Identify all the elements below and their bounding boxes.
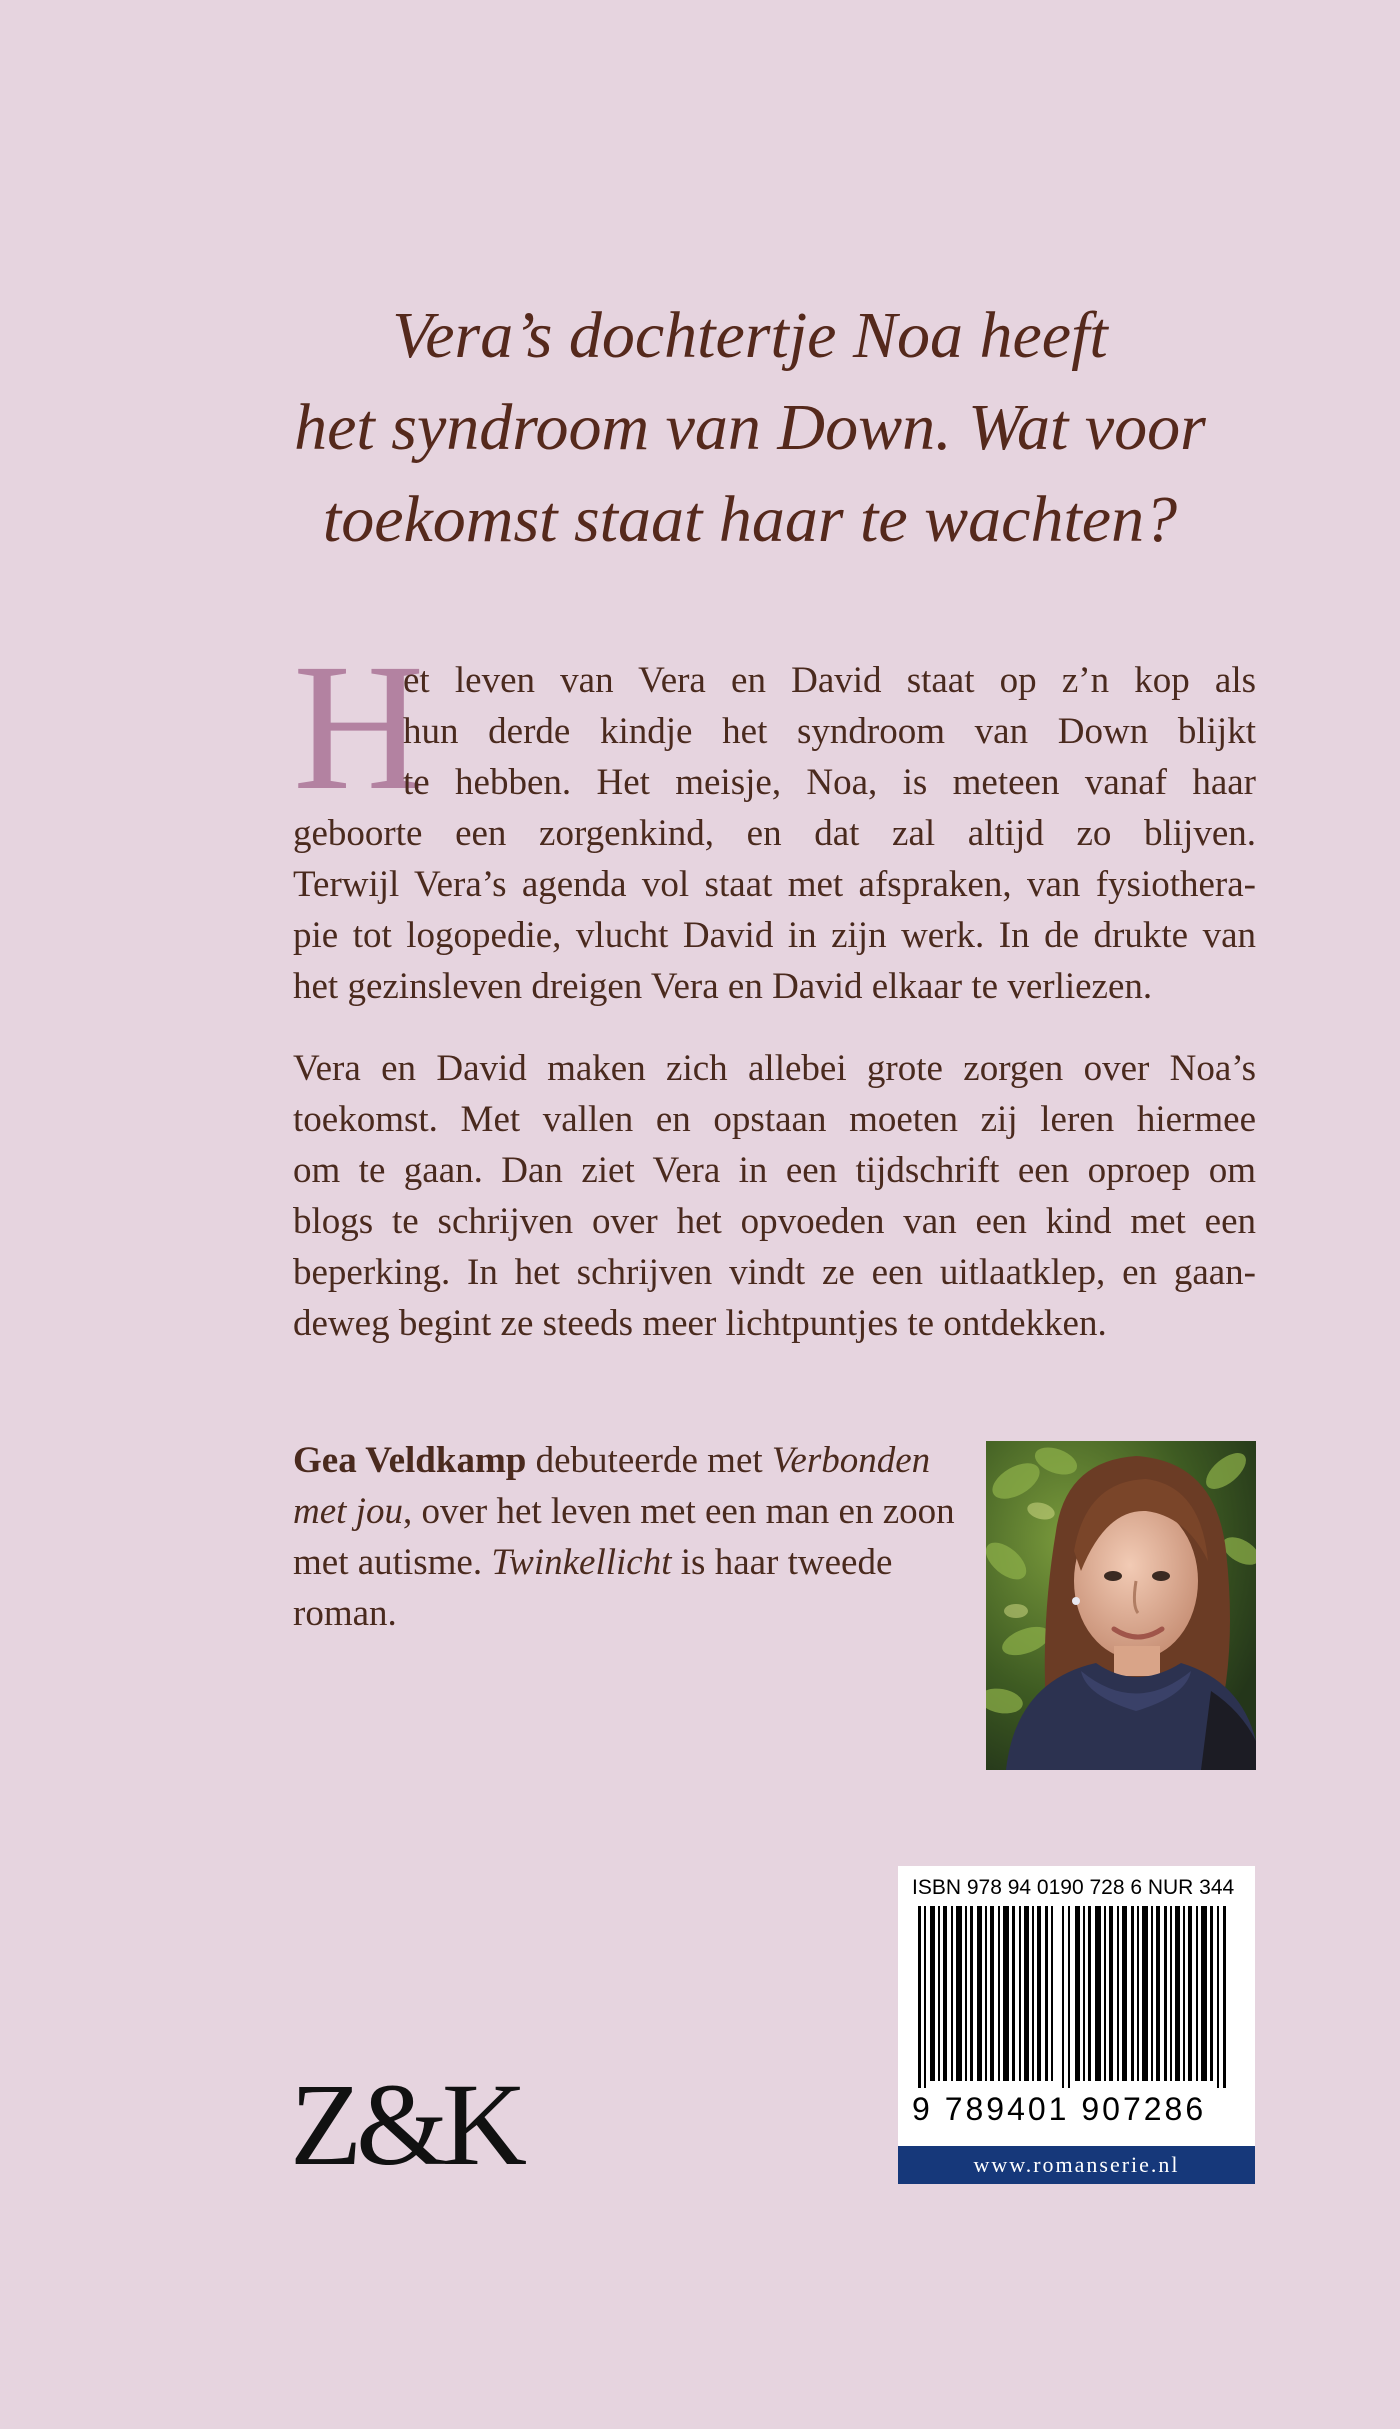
text-line: pie tot logopedie, vlucht David in zijn werk. In de drukte van xyxy=(293,915,1256,956)
isbn-label: ISBN 978 94 0190 728 6 NUR 344 xyxy=(912,1876,1235,1899)
headline-line: toekomst staat haar te wachten? xyxy=(322,483,1178,556)
text-line: et leven van Vera en David staat op z’n kop als xyxy=(403,660,1256,701)
author-bio-text: , over het leven met een man en zoon met autisme. xyxy=(293,1491,955,1583)
author-name: Gea Veldkamp xyxy=(293,1440,527,1481)
author-portrait-image xyxy=(986,1441,1256,1770)
dropcap: H xyxy=(293,627,425,828)
text-line: Vera en David maken zich allebei grote zorgen over Noa’s xyxy=(293,1048,1256,1089)
blurb-paragraph-1 xyxy=(293,655,1256,1012)
barcode-image xyxy=(912,1906,1242,2088)
author-bio-text: is haar tweede roman. xyxy=(293,1542,893,1634)
text-line: toekomst. Met vallen en opstaan moeten zij leren hiermee xyxy=(293,1099,1256,1140)
headline-line: het syndroom van Down. Wat voor xyxy=(294,391,1206,464)
headline xyxy=(250,290,1250,566)
text-line: Terwijl Vera’s agenda vol staat met afspraken, van fysiothera- xyxy=(293,864,1256,905)
author-photo xyxy=(986,1441,1256,1770)
barcode-number: 9 789401 907286 xyxy=(912,2091,1207,2127)
book-title: Verbonden met jou xyxy=(293,1440,931,1532)
text-line: te hebben. Het meisje, Noa, is meteen vanaf haar xyxy=(403,762,1256,803)
barcode-block xyxy=(898,1866,1255,2184)
text-line: om te gaan. Dan ziet Vera in een tijdschrift een oproep om xyxy=(293,1150,1256,1191)
text-line: deweg begint ze steeds meer lichtpuntjes te ontdekken. xyxy=(293,1303,1107,1344)
author-bio xyxy=(293,1435,958,1639)
author-bio-text: debuteerde met xyxy=(526,1440,772,1481)
book-title: Twinkellicht xyxy=(491,1542,672,1583)
text-line: het gezinsleven dreigen Vera en David elkaar te verliezen. xyxy=(293,966,1153,1007)
text-line: geboorte een zorgenkind, en dat zal altijd zo blijven. xyxy=(293,813,1256,854)
blurb-paragraph-2 xyxy=(293,1043,1256,1349)
text-line: blogs te schrijven over het opvoeden van een kind met een xyxy=(293,1201,1256,1242)
headline-line: Vera’s dochtertje Noa heeft xyxy=(392,299,1108,372)
publisher-logo: Z&K xyxy=(290,2059,522,2190)
text-line: hun derde kindje het syndroom van Down blijkt xyxy=(403,711,1256,752)
website-url: www.romanserie.nl xyxy=(898,2146,1255,2184)
text-line: beperking. In het schrijven vindt ze een uitlaatklep, en gaan- xyxy=(293,1252,1256,1293)
